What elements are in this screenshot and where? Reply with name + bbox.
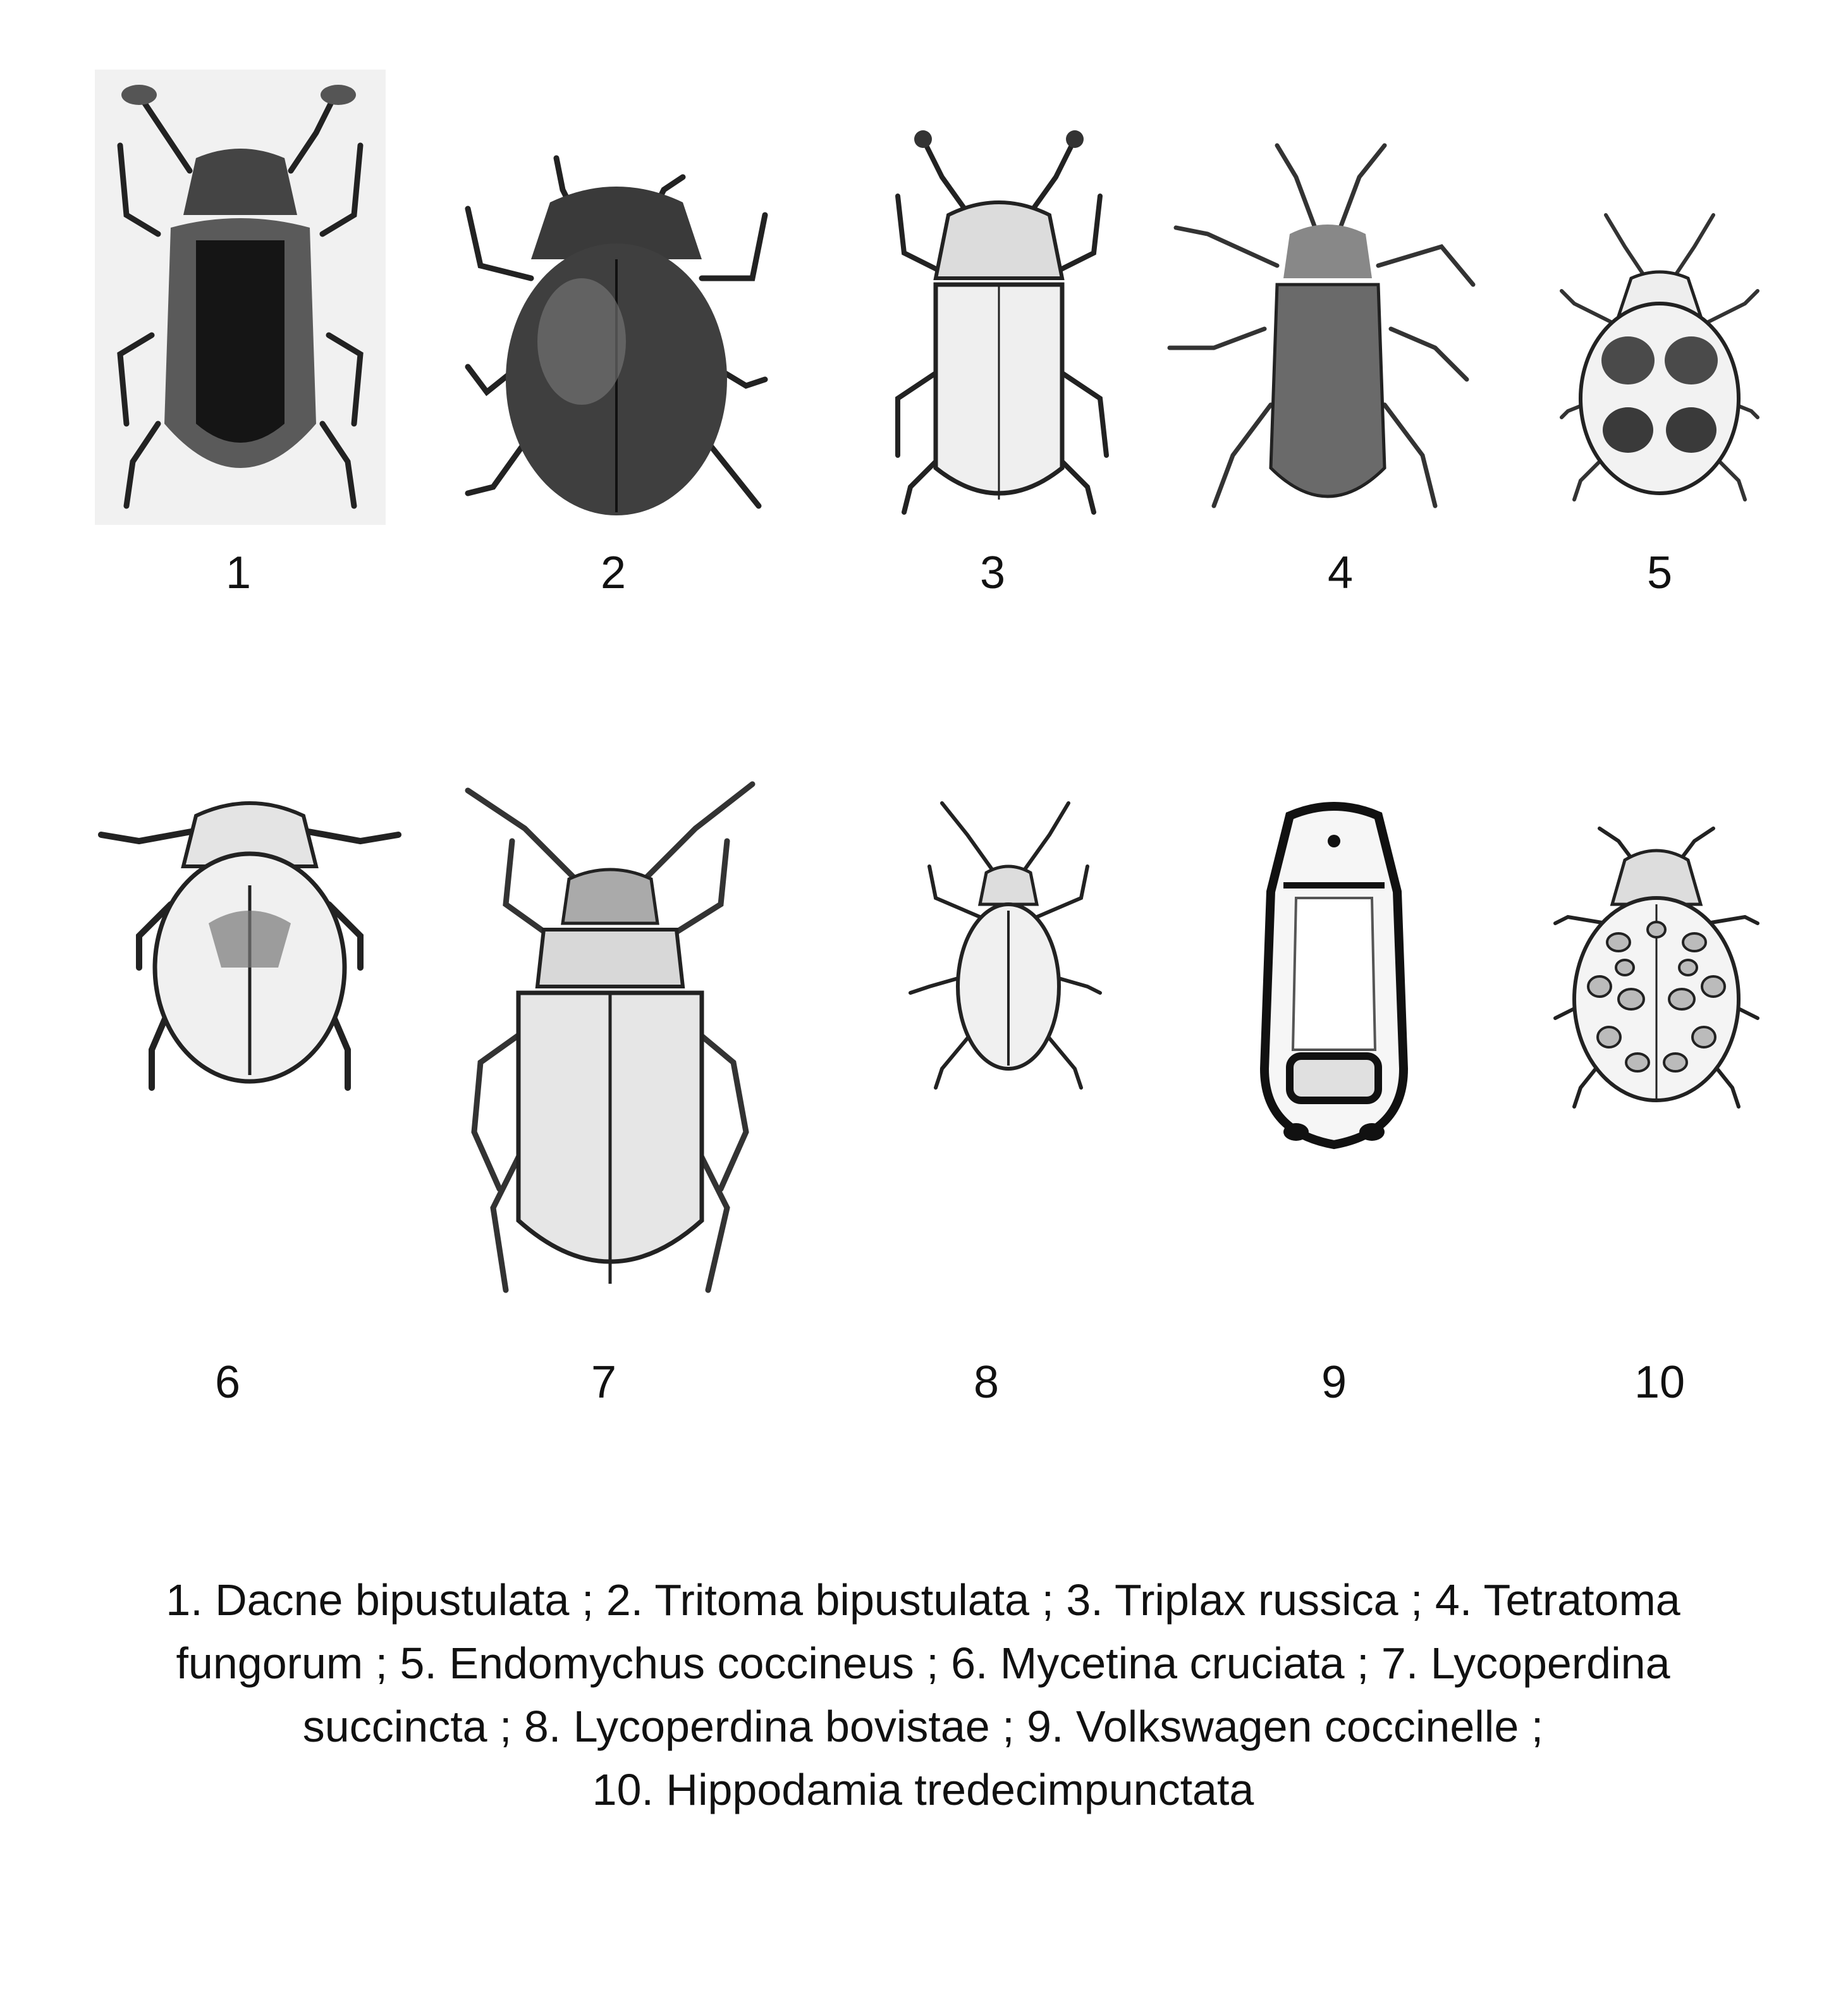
beetle-cross-icon [101,778,398,1094]
ladybird-spotted-icon [1555,822,1758,1113]
specimen-number: 6 [214,1357,241,1408]
specimen-9 [1252,803,1416,1157]
specimen-number: 1 [225,548,252,598]
specimen-number: 7 [591,1357,617,1408]
figure-caption [89,1568,1758,1821]
specimen-4 [1170,139,1486,525]
caption-line-1: 1. Dacne bipustulata ; 2. Tritoma bipustulata ; 3. Triplax russica ; 4. Tetratoma [166,1575,1680,1625]
caption-line-2: fungorum ; 5. Endomychus coccineus ; 6. Mycetina cruciata ; 7. Lycoperdina [176,1639,1670,1688]
specimen-number: 5 [1646,548,1673,598]
specimen-number: 3 [979,548,1006,598]
specimen-3 [872,126,1125,525]
specimen-6 [101,778,398,1094]
specimen-1 [95,70,386,525]
beetle-stippled-icon [1170,139,1486,525]
specimen-number: 9 [1321,1357,1347,1408]
beetle-four-spot-icon [1555,209,1764,506]
specimen-10 [1555,822,1758,1113]
beetle-round-dark-icon [455,152,778,525]
specimen-2 [455,152,778,525]
beetle-small-icon [910,803,1106,1094]
specimen-8 [910,803,1106,1094]
specimen-number: 4 [1327,548,1354,598]
specimen-number: 2 [600,548,627,598]
beetle-pale-icon [872,126,1125,525]
specimen-7 [455,778,765,1303]
specimen-number: 8 [973,1357,1000,1408]
beetle-long-icon [455,778,765,1303]
caption-line-4: 10. Hippodamia tredecimpunctata [592,1765,1254,1814]
caption-line-3: succincta ; 8. Lycoperdina bovistae ; 9. Volkswagen coccinelle ; [302,1702,1544,1751]
beetle-dark-icon [95,70,386,525]
specimen-number: 10 [1634,1357,1686,1408]
specimen-5 [1555,209,1764,506]
volkswagen-beetle-icon [1252,803,1416,1157]
